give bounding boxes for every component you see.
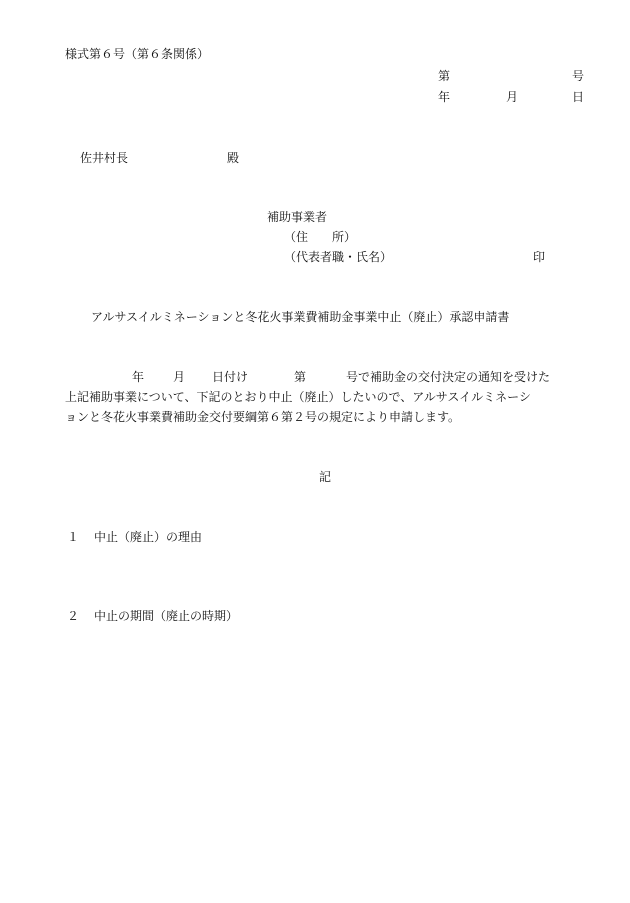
body-line3: ョンと冬花火事業費補助金交付要綱第６第２号の規定により申請します。 [65,410,461,424]
ki-heading: 記 [319,470,332,484]
item-2-number: ２ [67,609,80,623]
body-dai: 第 [294,370,307,384]
item-2-label: 中止の期間（廃止の時期） [94,609,239,623]
document-title: アルサスイルミネーションと冬花火事業費補助金事業中止（廃止）承認申請書 [91,310,510,324]
addressee-honorific: 殿 [227,151,240,165]
item-1-number: １ [67,530,80,544]
addressee-name: 佐井村長 [80,151,129,165]
applicant-address-label: （住 所） [284,230,357,244]
body-date-suffix: 日付け [212,370,249,384]
body-line1-rest: 号で補助金の交付決定の通知を受けた [346,370,551,384]
body-month: 月 [173,370,186,384]
date-month: 月 [506,90,519,104]
body-line2: 上記補助事業について、下記のとおり中止（廃止）したいので、アルサスイルミネーシ [65,390,531,404]
body-year: 年 [132,370,145,384]
form-number: 様式第６号（第６条関係） [65,47,210,61]
doc-number-dai: 第 [438,69,451,83]
item-1-label: 中止（廃止）の理由 [94,530,203,544]
date-day: 日 [572,90,585,104]
seal-mark: 印 [533,250,546,264]
applicant-representative-label: （代表者職・氏名） [284,250,393,264]
applicant-label: 補助事業者 [267,210,328,224]
doc-number-go: 号 [572,69,585,83]
date-year: 年 [438,90,451,104]
